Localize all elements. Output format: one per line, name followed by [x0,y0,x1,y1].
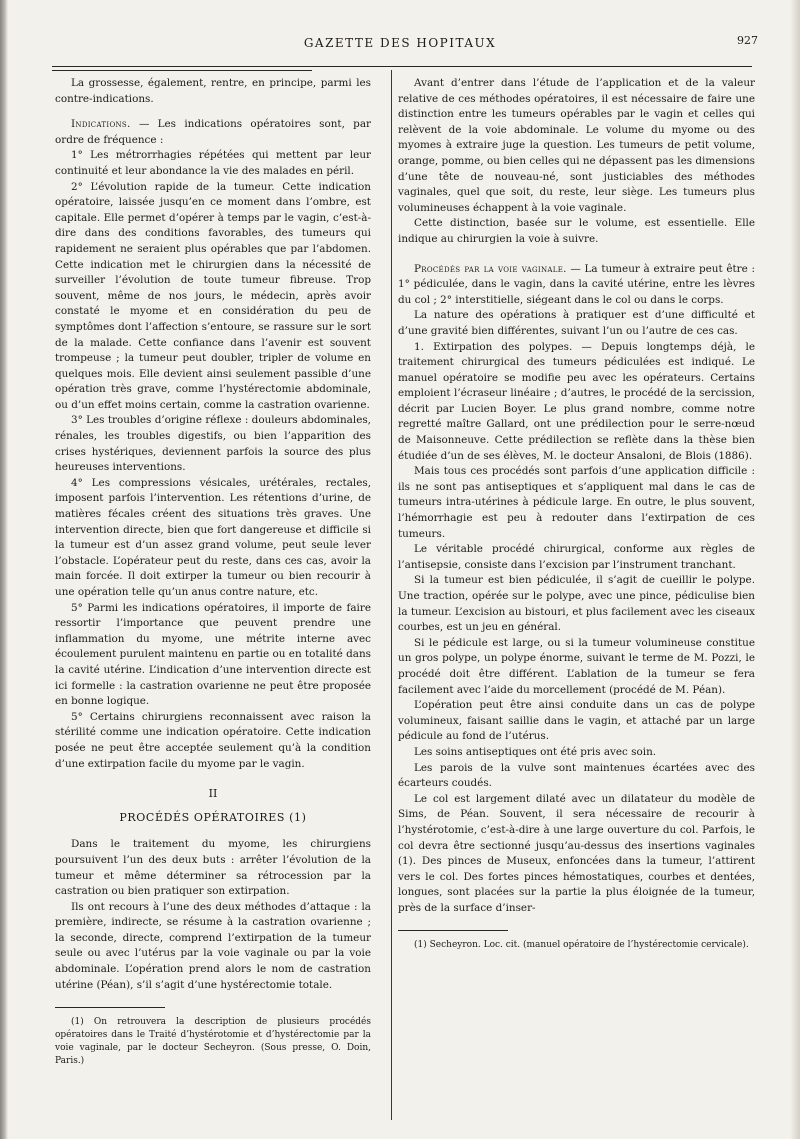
paragraph: Si le pédicule est large, ou si la tumeur volumineuse constitue un gros polype, un polype énorme, suivant le terme de M. Pozzi, le procédé doit être différent. L’ablation de la tumeur se fera facilement avec l’aide du morcellement (procédé de M. Péan). [398,636,755,696]
paragraph-indications [55,117,371,148]
paragraph: Dans le traitement du myome, les chirurgiens poursuivent l’un des deux buts : arrêter l’évolution de la tumeur et même déterminer sa rétrocession par la castration ou bien pratiquer son extirpation. [55,838,371,898]
header-rule-secondary [52,70,312,71]
section-number: II [208,787,218,801]
run-in-heading: Indications. [71,118,131,131]
paragraph-text: — La tumeur à extraire peut être : 1° pédiculée, dans le vagin, dans la cavité utérine, entre les lèvres du col ; 2° interstitielle, siégeant dans le col ou dans le corps. [398,262,755,306]
paragraph: 2° L’évolution rapide de la tumeur. Cette indication opératoire, laissée jusqu’en ce moment dans l’ombre, est capitale. Elle permet d’opérer à temps par le vagin, c’est-à-dire dans des conditions favorables, des tumeurs qui rapidement ne seraient plus opérables que par l’abdomen. Cette indication met le chirurgien dans la nécessité de surveiller l’évolution de toute tumeur fibreuse. Trop souvent, même de nos jours, le médecin, après avoir constaté le myome et en considération du peu de symptômes dont l’affection s’entoure, se rassure sur le sort de la malade. Cette confiance dans l’avenir est souvent trompeuse ; la tumeur peut doubler, tripler de volume en quelques mois. Elle devient ainsi seulement passible d’une opération très grave, comme l’hystérectomie abdominale, ou d’un effet moins certain, comme la castration ovarienne. [55,180,371,411]
column-divider [391,70,392,1120]
paragraph: La nature des opérations à pratiquer est d’une difficulté et d’une gravité bien différentes, suivant l’un ou l’autre de ces cas. [398,309,755,337]
run-in-heading: Procédés par la voie vaginale. [414,262,567,275]
right-column [398,76,755,952]
left-column [55,76,371,1068]
paragraph: 1° Les métrorrhagies répétées qui mettent par leur continuité et leur abondance la vie des malades en péril. [55,149,371,177]
paragraph: 1. Extirpation des polypes. — Depuis longtemps déjà, le traitement chirurgical des tumeurs pédiculées est indiqué. Le manuel opératoire se modifie peu avec les opérateurs. Certains emploient l’écraseur linéaire ; d’autres, le procédé de la sercission, décrit par Lucien Boyer. Le plus grand nombre, comme notre regretté maître Gallard, ont une prédilection pour le serre-nœud de Maisonneuve. Cette prédilection se reflète dans la thèse bien étudiée d’un de ses élèves, M. le docteur Ansaloni, de Blois (1886). [398,340,755,462]
header-rule [52,66,752,67]
paragraph: 4° Les compressions vésicales, urétérales, rectales, imposent parfois l’intervention. Les rétentions d’urine, de matières fécales créent des situations très graves. Une intervention directe, bien que fort dangereuse et difficile si la tumeur est d’un assez grand volume, peut seule lever l’obstacle. L’opérateur peut du reste, dans ces cas, avoir la main forcée. Il doit extirper la tumeur ou bien recourir à une opération telle qu’un anus contre nature, etc. [55,476,371,598]
footnote: (1) Secheyron. Loc. cit. (manuel opératoire de l’hystérectomie cervicale). [414,940,749,951]
paragraph: Les parois de la vulve sont maintenues écartées avec des écarteurs coudés. [398,761,755,790]
paragraph: Les soins antiseptiques ont été pris avec soin. [414,745,657,758]
paragraph: Mais tous ces procédés sont parfois d’une application difficile : ils ne sont pas antiseptiques et s’appliquent mal dans le cas de tumeurs intra-utérines à pédicule large. En outre, le plus souvent, l’hémorrhagie est peu à redouter dans l’extirpation de ces tumeurs. [398,465,755,540]
running-title: GAZETTE DES HOPITAUX [303,36,497,50]
page-edge [790,0,800,1139]
paragraph: Le véritable procédé chirurgical, conforme aux règles de l’antisepsie, consiste dans l’excision par l’instrument tranchant. [398,543,755,571]
paragraph: 5° Parmi les indications opératoires, il importe de faire ressortir l’importance que peuvent prendre une inflammation du myome, une métrite interne avec écoulement purulent maintenu en partie ou en totalité dans la cavité utérine. L’indication d’une intervention directe est ici formelle : la castration ovarienne ne peut être proposée en bonne logique. [55,601,371,708]
paragraph: Si la tumeur est bien pédiculée, il s’agit de cueillir le polype. Une traction, opérée sur le polype, avec une pince, pédiculise bien la tumeur. L’excision au bistouri, et plus facilement avec les ciseaux courbes, est un jeu en général. [398,574,755,634]
paragraph: La grossesse, également, rentre, en principe, parmi les contre-indications. [55,77,371,105]
footnote: (1) On retrouvera la description de plusieurs procédés opératoires dans le Traité d’hystérotomie et d’hystérectomie par la voie vaginale, par le docteur Secheyron. (Sous presse, O. Doin, Paris.) [55,1017,371,1067]
paragraph: L’opération peut être ainsi conduite dans un cas de polype volumineux, faisant saillie dans le vagin, et attaché par un large pédicule au fond de l’utérus. [398,699,755,743]
section-title: PROCÉDÉS OPÉRATOIRES (1) [119,810,307,824]
paragraph: Cette distinction, basée sur le volume, est essentielle. Elle indique au chirurgien la voie à suivre. [398,217,755,245]
page-header [40,30,760,56]
paragraph: Le col est largement dilaté avec un dilatateur du modèle de Sims, de Péan. Souvent, il sera nécessaire de recourir à l’hystérotomie, c’est-à-dire à une large ouverture du col. Parfois, le col devra être sectionné jusqu’au-dessus des insertions vaginales (1). Des pinces de Museux, enfoncées dans la tumeur, l’attirent vers le col. Des fortes pinces hémostatiques, courbes et dentées, longues, sont placées sur la partie la plus éloignée de la tumeur, près de la surface d’inser- [398,792,755,914]
paragraph: 5° Certains chirurgiens reconnaissent avec raison la stérilité comme une indication opératoire. Cette indication posée ne peut être acceptée seulement qu’à la condition d’une extirpation facile du myome par le vagin. [55,710,371,770]
paragraph-text: — Les indications opératoires sont, par ordre de fréquence : [55,118,371,146]
footnote-rule [398,930,508,931]
paragraph: 3° Les troubles d’origine réflexe : douleurs abdominales, rénales, les troubles digestifs, ou bien l’apparition des crises hystériques, deviennent parfois la source des plus heureuses interventions. [55,414,371,474]
paragraph-vaginal [398,262,755,309]
page-number: 927 [737,34,758,47]
footnote-rule [55,1007,165,1008]
paragraph: Ils ont recours à l’une des deux méthodes d’attaque : la première, indirecte, se résume à la castration ovarienne ; la seconde, directe, comprend l’extirpation de la tumeur seule ou avec l’utérus par la voie vaginale ou par la voie abdominale. L’opération prend alors le nom de castration utérine (Péan), s’il s’agit d’une hystérectomie totale. [55,900,371,991]
paragraph: Avant d’entrer dans l’étude de l’application et de la valeur relative de ces méthodes opératoires, il est nécessaire de faire une distinction entre les tumeurs opérables par le vagin et celles qui relèvent de la voie abdominale. Le volume du myome ou des myomes à extraire juge la question. Les tumeurs de petit volume, orange, pomme, ou bien celles qui ne dépassent pas les dimensions d’une tête de nouveau-né, sont justiciables des méthodes vaginales, quel que soit, du reste, leur siège. Les tumeurs plus volumineuses échappent à la voie vaginale. [398,77,755,214]
page-binding-shadow [0,0,8,1139]
